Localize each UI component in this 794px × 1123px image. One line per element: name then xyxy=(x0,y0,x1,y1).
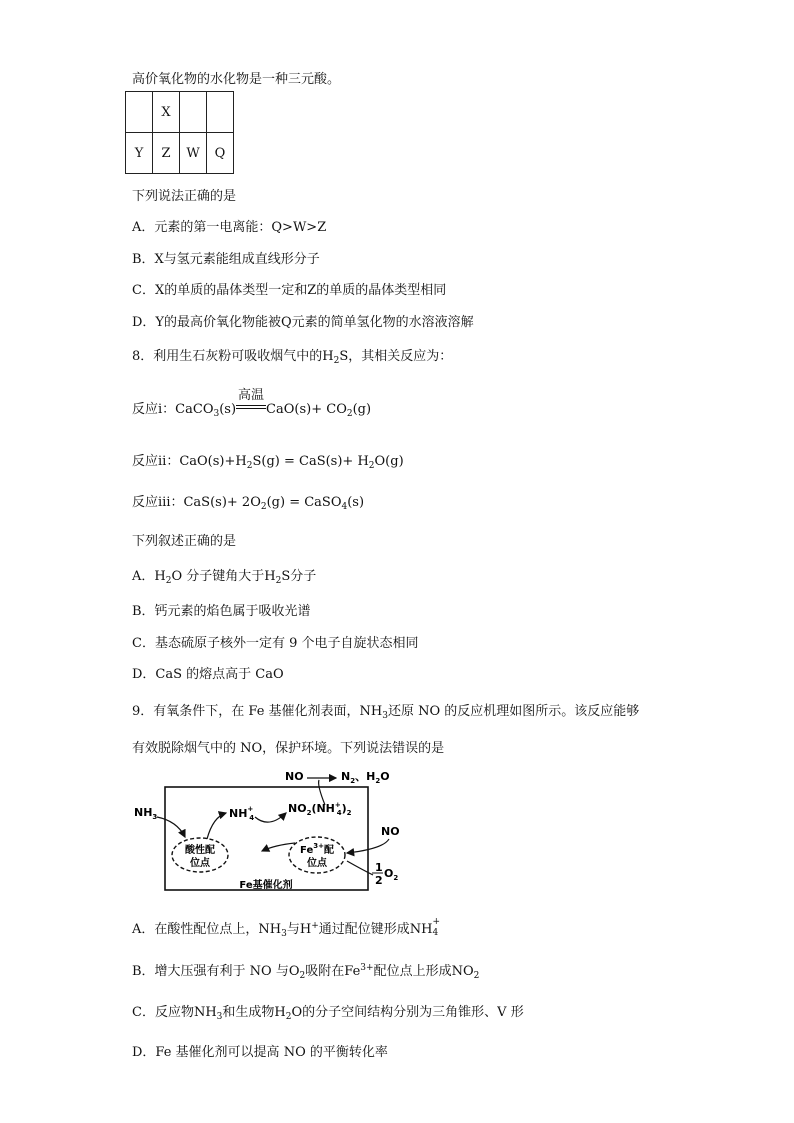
cell-bottom-1: Y xyxy=(126,133,153,174)
arrow-nh4-to-intermediate xyxy=(255,813,286,822)
arrow-acid-to-nh4 xyxy=(207,813,226,839)
q9-option-c: C．反应物$NH_3$和生成物$H_2O$的分子空间结构分别为三角锥形、V 形 xyxy=(132,1005,524,1022)
cell-top-2: X xyxy=(153,92,180,133)
reaction-mechanism-diagram xyxy=(125,765,415,895)
q9-option-b: B．增大压强有利于 NO 与$O_2$吸附在$Fe^{3+}$配位点上形成$NO_2$ xyxy=(132,963,480,981)
q7-option-a: A．元素的第一电离能：Q>W>Z xyxy=(132,220,327,235)
q8-reaction-1: 反应ⅰ：CaCO$_3$(s) 高温 $CaO(s)+ CO_2(g)$ xyxy=(132,398,371,419)
q7-option-d: D．Y的最高价氧化物能被Q元素的简单氢化物的水溶液溶解 xyxy=(132,315,474,330)
q9-option-a: A．在酸性配位点上，$NH_3$与H+通过配位键形成NH + 4 xyxy=(132,917,441,939)
cell-top-3 xyxy=(180,92,207,133)
label-o2: $O_2$ xyxy=(384,867,399,882)
q8-reaction-3: 反应ⅲ：$CaS(s)+ 2O_2(g)$ = CaSO$_4$(s) xyxy=(132,495,365,512)
label-o2-numerator: 1 xyxy=(375,861,383,874)
label-nh3: $NH_3$ xyxy=(134,806,158,821)
periodic-table-fragment xyxy=(125,91,234,174)
label-no2nh4: $NO_2(NH^+$ $4)_2$ xyxy=(288,801,352,817)
cell-top-4 xyxy=(207,92,234,133)
q8-option-a: A．$H_2O$ 分子键角大于$H_2S$分子 xyxy=(132,569,317,586)
q8-intro: 8．利用生石灰粉可吸收烟气中的$H_2S$，其相关反应为： xyxy=(132,349,453,366)
cell-top-1 xyxy=(126,92,153,133)
q7-stem: 下列说法正确的是 xyxy=(132,189,237,204)
q7-option-c: C．X的单质的晶体类型一定和Z的单质的晶体类型相同 xyxy=(132,283,447,298)
cell-bottom-3: W xyxy=(180,133,207,174)
fe-site-label-1: $Fe^{3+}$配 xyxy=(300,842,334,856)
q8-option-c: C．基态硫原子核外一定有 9 个电子自旋状态相同 xyxy=(132,636,419,651)
q9-line-1: 9．有氧条件下，在 Fe 基催化剂表面，$NH_3$还原 NO 的反应机理如图所示。该反应能够 xyxy=(132,704,640,721)
reaction-condition: 高温 xyxy=(238,388,265,403)
label-n2-h2o: $N_2$、$H_2O$ xyxy=(341,770,390,785)
q8-option-d: D．CaS 的熔点高于 CaO xyxy=(132,667,284,682)
q8-option-b: B．钙元素的焰色属于吸收光谱 xyxy=(132,604,311,619)
arrow-o2-to-fe xyxy=(347,861,373,875)
cell-bottom-2: Z xyxy=(153,133,180,174)
cell-bottom-4: Q xyxy=(207,133,234,174)
q8-reaction-2: 反应ⅱ：$CaO(s)+H_2S(g) = CaS(s)+ H_2O(g)$ xyxy=(132,454,404,471)
label-no-top: NO xyxy=(285,770,304,783)
q7-option-b: B．X与氢元素能组成直线形分子 xyxy=(132,252,320,267)
label-no-right: NO xyxy=(381,825,400,838)
q9-option-d: D．Fe 基催化剂可以提高 NO 的平衡转化率 xyxy=(132,1045,388,1060)
q9-line-2: 有效脱除烟气中的 NO，保护环境。下列说法错误的是 xyxy=(132,741,445,756)
acid-site-label-1: 酸性配 xyxy=(185,845,215,856)
catalyst-label: Fe基催化剂 xyxy=(239,880,293,891)
fe-site-label-2: 位点 xyxy=(307,858,327,869)
acid-site-label-2: 位点 xyxy=(190,858,210,869)
label-o2-denominator: 2 xyxy=(375,874,383,887)
arrow-nh3-to-acid xyxy=(157,817,185,837)
label-nh4: NH+ 4 xyxy=(229,805,255,822)
q7-intro: 高价氧化物的水化物是一种三元酸。 xyxy=(132,72,341,87)
q8-stem: 下列叙述正确的是 xyxy=(132,534,237,549)
